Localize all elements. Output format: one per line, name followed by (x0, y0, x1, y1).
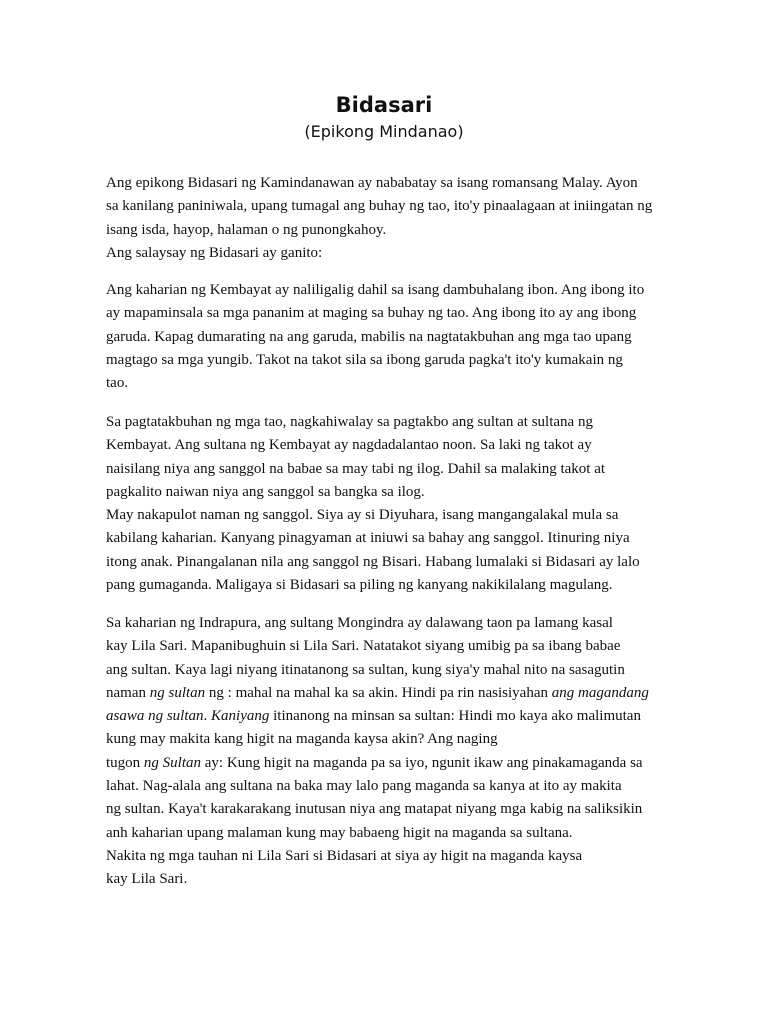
text-line (106, 195, 696, 218)
text-run: sa kanilang paniniwala, upang tumagal ang buhay ng tao, ito'y pinaalagaan at iniingatan ng (106, 198, 653, 215)
text-run: ng : mahal na mahal ka sa akin. Hindi pa rin nasisiyahan (205, 684, 552, 701)
text-line (106, 172, 696, 195)
text-run: magtago sa mga yungib. Takot na takot sila sa ibong garuda pagka't ito'y kumakain ng (106, 351, 623, 368)
text-line (106, 845, 696, 868)
text-run: anh kaharian upang malaman kung may babaeng higit na maganda sa sultana. (106, 824, 573, 841)
text-run: Ang salaysay ng Bidasari ay ganito: (106, 244, 323, 261)
text-line (106, 349, 696, 372)
text-run: kay Lila Sari. (106, 871, 188, 888)
page-subtitle: (Epikong Mindanao) (304, 122, 464, 141)
text-run: pang gumaganda. Maligaya si Bidasari sa piling ng kanyang nakikilalang magulang. (106, 577, 613, 594)
text-run: naman (106, 684, 150, 701)
italic-text-run: asawa ng sultan (106, 708, 204, 725)
text-run: kabilang kaharian. Kanyang pinagyaman at iniuwi sa bahay ang sanggol. Itinuring niya (106, 530, 630, 547)
paragraph (106, 411, 696, 597)
text-run: . (203, 708, 212, 725)
text-run: Nakita ng mga tauhan ni Lila Sari si Bidasari at siya ay higit na maganda kaysa (106, 847, 583, 864)
italic-text-run: ang magandang (551, 684, 649, 701)
text-line (106, 302, 696, 325)
text-run: kung may makita kang higit na maganda kaysa akin? Ang naging (106, 731, 498, 748)
text-line (106, 775, 696, 798)
text-run: lahat. Nag-alala ang sultana na baka may lalo pang maganda sa kanya at ito ay makita (106, 778, 622, 795)
text-line (106, 659, 696, 682)
text-line (106, 242, 696, 265)
text-line (106, 527, 696, 550)
text-run: Ang kaharian ng Kembayat ay naliligalig dahil sa isang dambuhalang ibon. Ang ibong ito (106, 282, 645, 298)
text-line (106, 504, 696, 527)
text-run: itinanong na minsan sa sultan: Hindi mo kaya ako malimutan (269, 708, 641, 725)
text-run: May nakapulot naman ng sanggol. Siya ay si Diyuhara, isang mangangalakal mula sa (106, 507, 619, 524)
text-line (106, 822, 696, 845)
text-run: Sa kaharian ng Indrapura, ang sultang Mongindra ay dalawang taon pa lamang kasal (106, 615, 613, 631)
paragraph (106, 612, 696, 892)
text-line (106, 219, 696, 242)
text-line (106, 481, 696, 504)
paragraph (106, 172, 696, 265)
text-line (106, 574, 696, 597)
text-line (106, 868, 696, 891)
text-run: isang isda, hayop, halaman o ng punongkahoy. (106, 221, 387, 238)
text-run: naisilang niya ang sanggol na babae sa may tabi ng ilog. Dahil sa malaking takot at (106, 460, 606, 477)
text-run: garuda. Kapag dumarating na ang garuda, mabilis na nagtatakbuhan ang mga tao upang (106, 328, 632, 345)
italic-text-run: Kaniyang (211, 708, 270, 725)
text-run: tugon (106, 754, 144, 771)
text-run: pagkalito naiwan niya ang sanggol sa bangka sa ilog. (106, 483, 425, 500)
text-line (106, 372, 696, 395)
text-run: kay Lila Sari. Mapanibughuin si Lila Sari. Natatakot siyang umibig pa sa ibang babae (106, 638, 621, 655)
text-run: Ang epikong Bidasari ng Kamindanawan ay nababatay sa isang romansang Malay. Ayon (106, 175, 638, 191)
text-run: tao. (106, 375, 129, 392)
text-run: ng sultan. Kaya't karakarakang inutusan niya ang matapat niyang mga kabig na saliksikin (106, 801, 643, 818)
text-line (106, 458, 696, 481)
text-line (106, 612, 696, 635)
text-line (106, 551, 696, 574)
text-line (106, 728, 696, 751)
text-line (106, 411, 696, 434)
paragraph (106, 279, 696, 395)
text-run: ang sultan. Kaya lagi niyang itinatanong sa sultan, kung siya'y mahal nito na sasagutin (106, 661, 625, 678)
text-line (106, 434, 696, 457)
text-run: ay: Kung higit na maganda pa sa iyo, ngunit ikaw ang pinakamaganda sa (201, 754, 643, 771)
page-title: Bidasari (335, 93, 433, 117)
text-run: Sa pagtatakbuhan ng mga tao, nagkahiwalay sa pagtakbo ang sultan at sultana ng (106, 414, 593, 430)
text-line (106, 798, 696, 821)
text-line (106, 682, 696, 705)
text-line (106, 279, 696, 302)
italic-text-run: ng sultan (149, 684, 206, 701)
text-line (106, 752, 696, 775)
italic-text-run: ng Sultan (143, 754, 202, 771)
text-line (106, 326, 696, 349)
text-line (106, 705, 696, 728)
text-run: ay mapaminsala sa mga pananim at maging sa buhay ng tao. Ang ibong ito ay ang ibong (106, 305, 637, 322)
text-line (106, 635, 696, 658)
text-run: itong anak. Pinangalanan nila ang sanggol ng Bisari. Habang lumalaki si Bidasari ay lalo (106, 553, 640, 570)
text-run: Kembayat. Ang sultana ng Kembayat ay nagdadalantao noon. Sa laki ng takot ay (106, 437, 592, 454)
